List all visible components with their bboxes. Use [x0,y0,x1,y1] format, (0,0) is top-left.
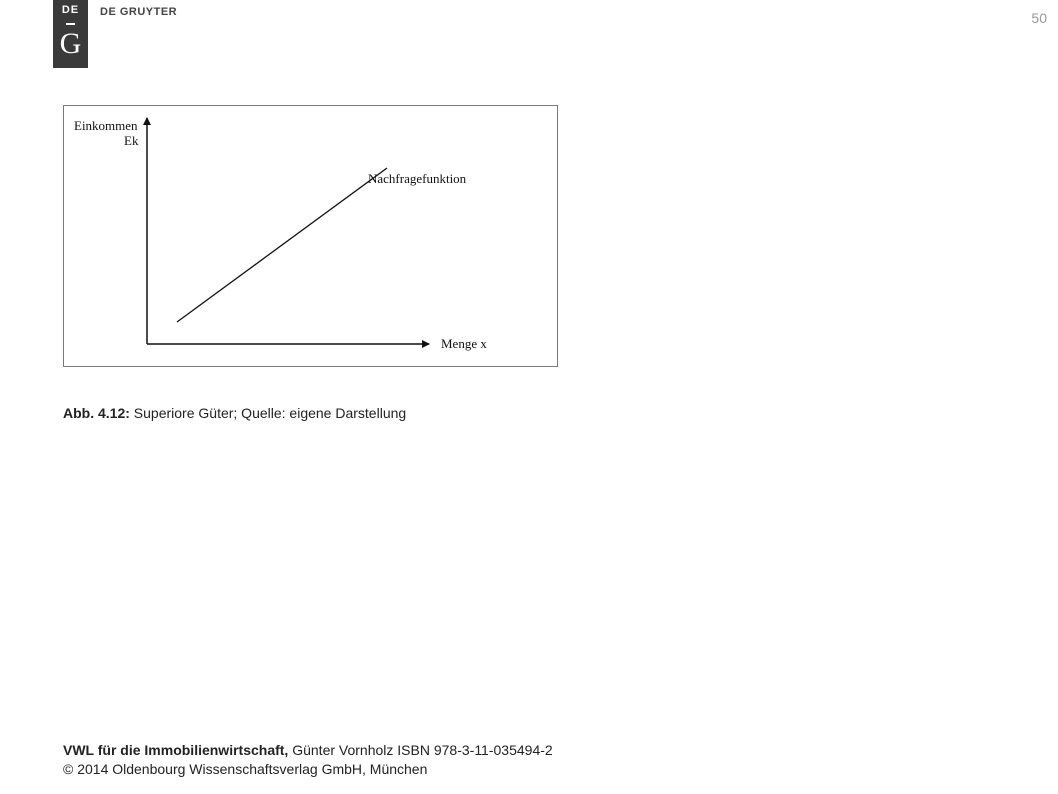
logo-g-text: G [59,27,82,60]
figure-caption [63,405,406,421]
footer [63,741,553,779]
y-axis-label-line1: Einkommen [74,118,138,133]
caption-text: Superiore Güter; Quelle: eigene Darstellung [129,405,407,421]
curve-label: Nachfragefunktion [368,171,467,186]
copyright: © 2014 Oldenbourg Wissenschaftsverlag GmbH, München [63,761,428,777]
y-axis-label-line2: Ek [124,133,139,148]
brand-name: DE GRUYTER [100,6,178,18]
page-number: 50 [1031,10,1047,26]
book-title: VWL für die Immobilienwirtschaft, [63,742,289,758]
figure-frame [63,105,558,367]
x-axis-label: Menge x [441,336,487,351]
logo-de-text: DE [61,4,80,16]
publisher-logo [53,0,88,68]
logo-divider [66,23,75,25]
book-info: Günter Vornholz ISBN 978-3-11-035494-2 [288,742,553,758]
footer-book-line [63,741,553,760]
demand-function-line [177,168,387,322]
caption-label: Abb. 4.12: [63,405,130,421]
demand-chart [64,106,559,368]
